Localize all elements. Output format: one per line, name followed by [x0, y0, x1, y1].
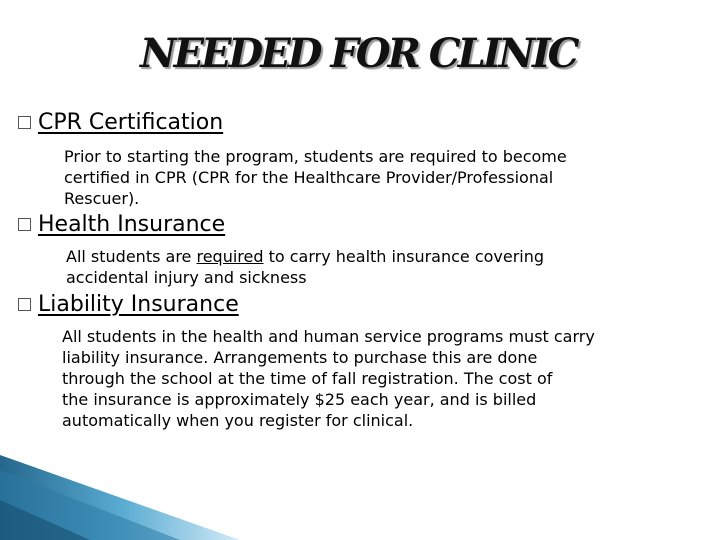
item-health-heading	[18, 212, 225, 237]
text-line: All students in the health and human service programs must carry	[62, 327, 595, 346]
item-liability-heading	[18, 292, 239, 317]
text-line: Rescuer).	[64, 189, 140, 208]
heading-text: Liability Insurance	[38, 292, 239, 317]
text-line: the insurance is approximately $25 each year, and is billed	[62, 390, 537, 409]
item-health-description	[66, 246, 544, 288]
text-line: accidental injury and sickness	[66, 268, 307, 287]
heading-text: Health Insurance	[38, 212, 226, 237]
page-title: NEEDED FOR CLINIC	[140, 30, 577, 77]
item-liability-description	[62, 326, 595, 431]
text-line: liability insurance. Arrangements to purchase this are done	[62, 348, 538, 367]
item-cpr-heading	[18, 110, 223, 135]
text-line: through the school at the time of fall registration. The cost of	[62, 369, 553, 388]
text-line: Prior to starting the program, students are required to become	[64, 147, 567, 166]
text-line: automatically when you register for clinical.	[62, 411, 414, 430]
checkbox-bullet-icon	[18, 116, 31, 129]
text-line: certified in CPR (CPR for the Healthcare Provider/Professional	[64, 168, 554, 187]
checkbox-bullet-icon	[18, 218, 31, 231]
item-cpr-description	[64, 146, 567, 209]
heading-text: CPR Certification	[38, 110, 224, 135]
text-line: All students are required to carry health insurance covering	[66, 247, 545, 266]
checkbox-bullet-icon	[18, 298, 31, 311]
